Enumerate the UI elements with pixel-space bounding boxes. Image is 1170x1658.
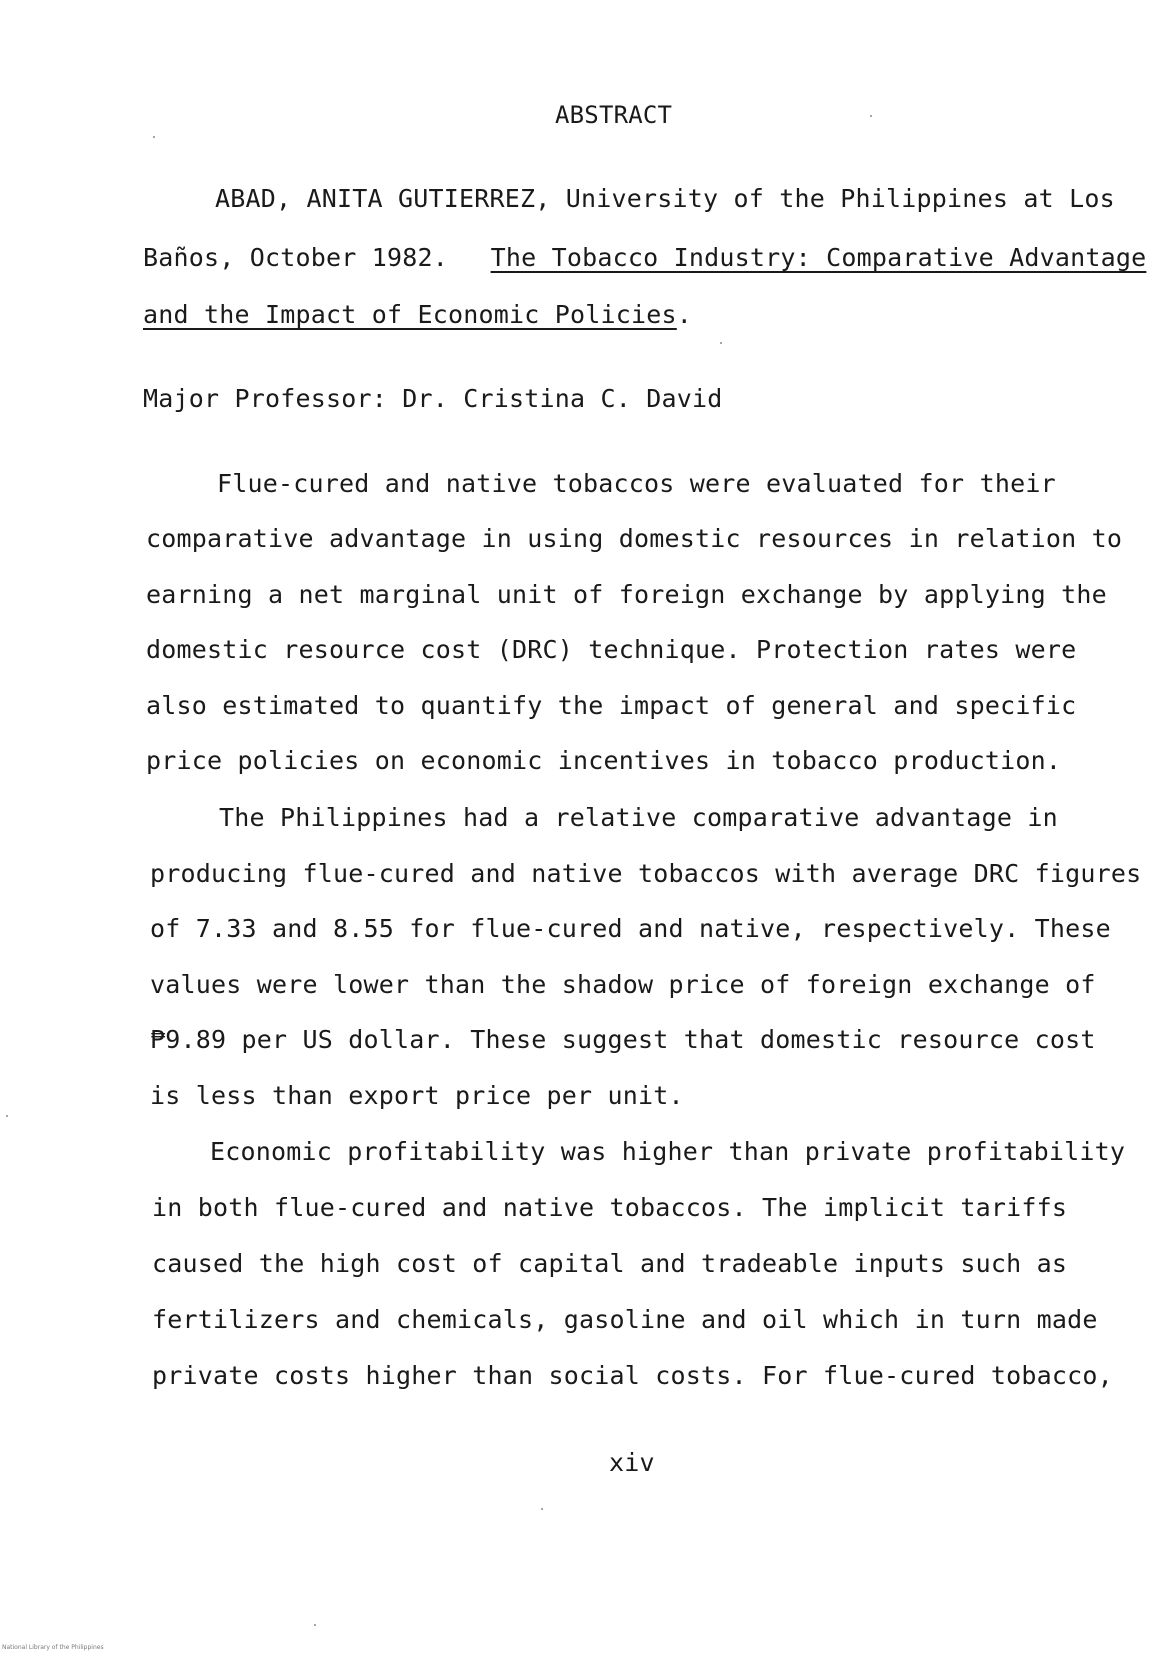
scan-speck	[314, 1624, 316, 1626]
paragraph-1-line: domestic resource cost (DRC) technique. Protection rates were	[146, 635, 1077, 664]
paragraph-2-line: is less than export price per unit.	[150, 1081, 684, 1110]
page-number: xiv	[609, 1448, 655, 1477]
scan-speck	[870, 115, 872, 117]
paragraph-2-line: values were lower than the shadow price of foreign exchange of	[150, 970, 1096, 999]
paragraph-1-line: Flue-cured and native tobaccos were evaluated for their	[217, 469, 1056, 498]
major-professor: Major Professor: Dr. Cristina C. David	[143, 384, 723, 413]
citation-line-3	[143, 300, 692, 330]
paragraph-1-line: comparative advantage in using domestic resources in relation to	[146, 524, 1123, 553]
scan-speck	[541, 1508, 543, 1510]
citation-date: Baños, October 1982.	[143, 243, 449, 272]
title-period: .	[676, 300, 693, 329]
paragraph-2-line: ₱9.89 per US dollar. These suggest that domestic resource cost	[150, 1025, 1096, 1054]
scan-footer-note: National Library of the Philippines	[2, 1644, 104, 1651]
scan-speck	[720, 342, 722, 344]
paragraph-3-line: caused the high cost of capital and tradeable inputs such as	[152, 1249, 1068, 1278]
paragraph-1-line: also estimated to quantify the impact of general and specific	[146, 691, 1077, 720]
abstract-heading: ABSTRACT	[555, 101, 673, 129]
citation-line-1: ABAD, ANITA GUTIERREZ, University of the Philippines at Los	[215, 184, 1115, 213]
paragraph-2-line: of 7.33 and 8.55 for flue-cured and native, respectively. These	[150, 914, 1111, 943]
paragraph-1-line: earning a net marginal unit of foreign exchange by applying the	[146, 580, 1107, 609]
scan-speck	[153, 136, 155, 138]
paragraph-2-line: The Philippines had a relative comparative advantage in	[219, 803, 1058, 832]
paragraph-1-line: price policies on economic incentives in tobacco production.	[146, 746, 1062, 775]
paragraph-3-line: Economic profitability was higher than private profitability	[210, 1137, 1126, 1166]
paragraph-3-line: in both flue-cured and native tobaccos. The implicit tariffs	[152, 1193, 1068, 1222]
paragraph-2-line: producing flue-cured and native tobaccos with average DRC figures	[150, 859, 1142, 888]
citation-line-2	[143, 243, 1146, 273]
paragraph-3-line: private costs higher than social costs. For flue-cured tobacco,	[152, 1361, 1113, 1390]
thesis-title-part-2: and the Impact of Economic Policies	[143, 300, 677, 329]
paragraph-3-line: fertilizers and chemicals, gasoline and oil which in turn made	[152, 1305, 1098, 1334]
thesis-title-part-1: The Tobacco Industry: Comparative Advantage	[490, 243, 1147, 272]
scan-speck	[6, 1115, 8, 1117]
